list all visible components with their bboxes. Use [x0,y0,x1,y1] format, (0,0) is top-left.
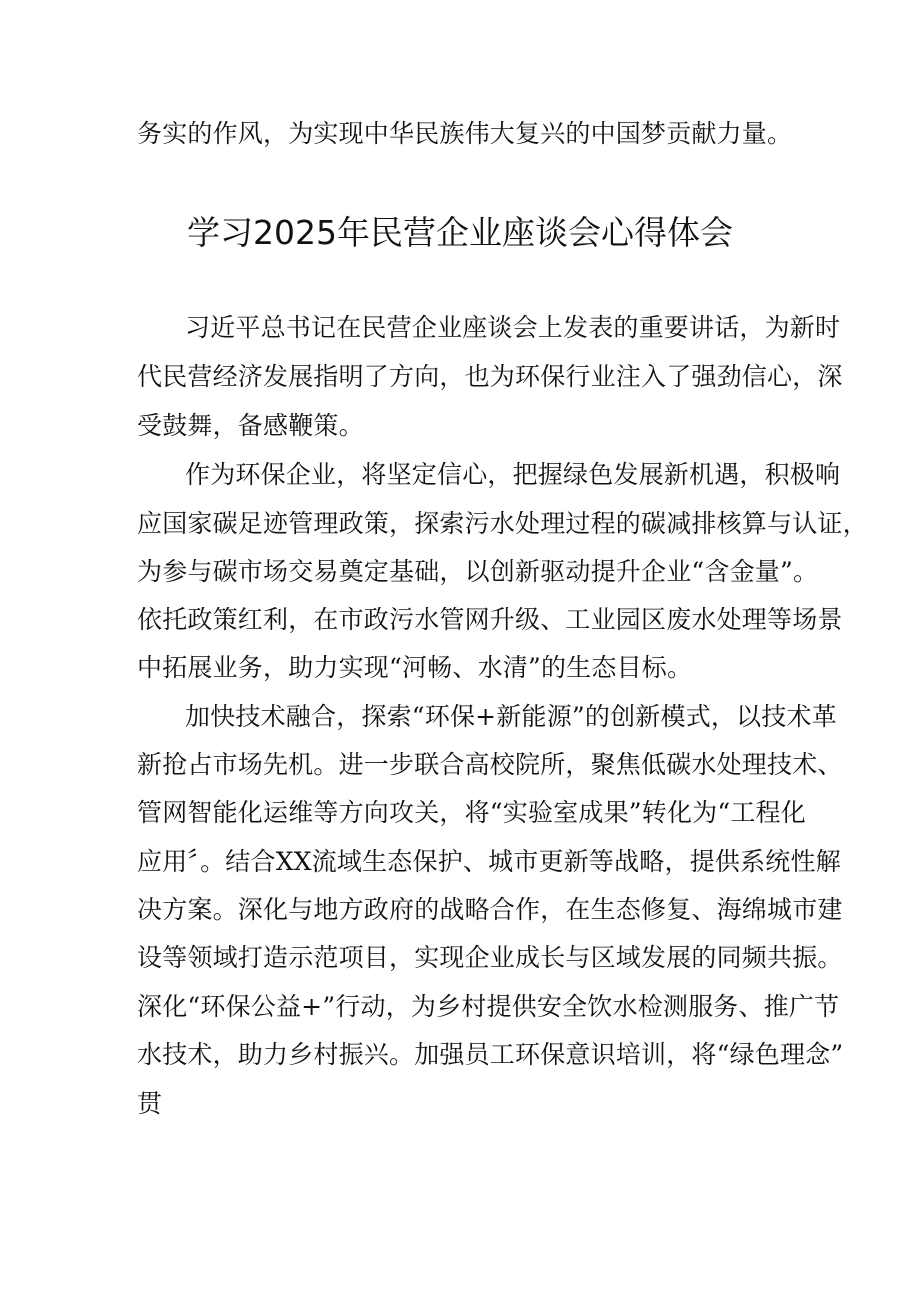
paragraph-3-line-1: 加快技术融合，探索“环保+新能源”的创新模式，以技术革 [185,702,837,731]
paragraph-1-line-2: 代民营经济发展指明了方向，也为环保行业注入了强劲信心，深 [137,362,843,391]
paragraph-3-line-7: 深化“环保公益+”行动，为乡村提供安全饮水检测服务、推广节 [137,992,840,1021]
paragraph-3-line-3: 管网智能化运维等方向攻关，将“实验室成果”转化为“工程化 [137,798,806,827]
paragraph-2-line-5: 中拓展业务，助力实现“河畅、水清”的生态目标。 [137,653,693,682]
paragraph-2-line-4: 依托政策红利，在市政污水管网升级、工业园区废水处理等场景 [137,605,843,634]
continuation-line: 务实的作风，为实现中华民族伟大复兴的中国梦贡献力量。 [137,119,793,148]
document-title: 学习2025年民营企业座谈会心得体会 [187,213,733,252]
paragraph-2-line-1: 作为环保企业，将坚定信心，把握绿色发展新机遇，积极响 [185,460,841,489]
paragraph-3-line-5: 决方案。深化与地方政府的战略合作，在生态修复、海绵城市建 [137,895,843,924]
paragraph-1-line-3: 受鼓舞，备感鞭策。 [137,411,364,440]
paragraph-3-line-4: 应用〞。结合XX流域生态保护、城市更新等战略，提供系统性解 [137,847,841,876]
paragraph-2-line-2: 应国家碳足迹管理政策，探索污水处理过程的碳减排核算与认证， [137,509,868,538]
paragraph-2-line-3: 为参与碳市场交易奠定基础，以创新驱动提升企业“含金量”。 [137,557,819,586]
paragraph-3-line-9: 贯 [137,1089,163,1118]
paragraph-3-line-6: 设等领域打造示范项目，实现企业成长与区域发展的同频共振。 [137,943,843,972]
paragraph-3-line-2: 新抢占市场先机。进一步联合高校院所，聚焦低碳水处理技术、 [137,750,843,779]
paragraph-3-line-8: 水技术，助力乡村振兴。加强员工环保意识培训，将“绿色理念” [137,1040,844,1069]
paragraph-1-line-1: 习近平总书记在民营企业座谈会上发表的重要讲话，为新时 [185,313,841,342]
